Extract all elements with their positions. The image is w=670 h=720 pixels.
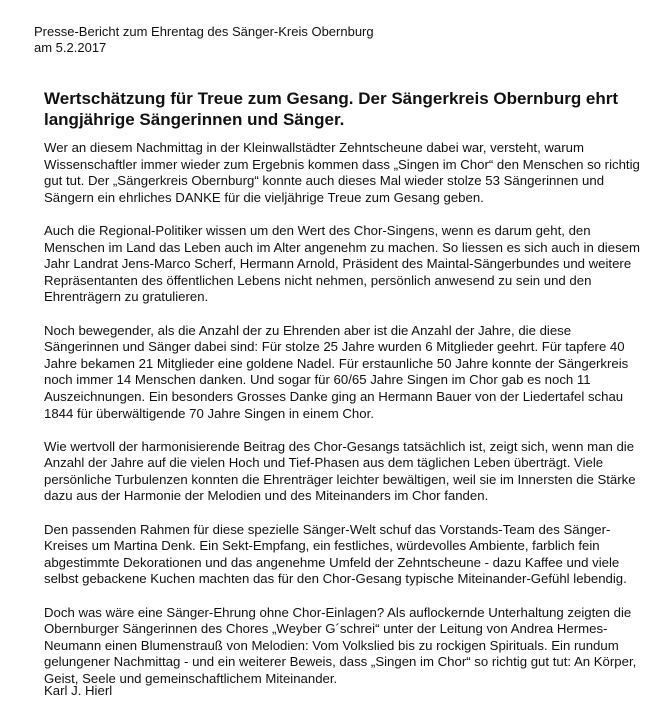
paragraph-6: Doch was wäre eine Sänger-Ehrung ohne Chor-Einlagen? Als auflockernde Unterhaltung zeigten die Obernburger Sängerinnen des Chores „Weyber G´schrei“ unter der Leitung von Andrea Hermes-Neumann einen Blumenstrauß von Melodien: Vom Volkslied bis zu rockigen Spirituals. Ein rundum gelungener Nachmittag - und ein weiterer Beweis, dass „Singen im Chor“ so richtig gut tut: An Körper, Geist, Seele und gemeinschaftlichem Miteinander.	[44, 604, 637, 686]
paragraph-1: Wer an diesem Nachmittag in der Kleinwallstädter Zehntscheune dabei war, versteht, warum Wissenschaftler immer wieder zum Ergebnis kommen dass „Singen im Chor“ den Menschen so richtig gut tut. Der „Sängerkreis Obernburg“ konnte auch dieses Mal wieder stolze 53 Sängerinnen und Sängern ein ehrliches DANKE für die vieljährige Treue zum Gesang geben.	[44, 140, 640, 205]
header-title: Presse-Bericht zum Ehrentag des Sänger-Kreis Obernburg	[34, 24, 374, 39]
author-signature: Karl J. Hierl	[44, 683, 113, 698]
article-body	[44, 140, 644, 704]
paragraph-5: Den passenden Rahmen für diese spezielle Sänger-Welt schuf das Vorstands-Team des Sänger-Kreises um Martina Denk. Ein Sekt-Empfang, ein festliches, würdevolles Ambiente, farblich fein abgestimmte Dekorationen und das angenehme Umfeld der Zehntscheune - dazu Kaffee und viele selbst gebackene Kuchen machten das für den Chor-Gesang typische Miteinander-Gefühl lebendig.	[44, 521, 627, 587]
header-date: am 5.2.2017	[34, 40, 107, 55]
paragraph-2: Auch die Regional-Politiker wissen um den Wert des Chor-Singens, wenn es darum geht, den Menschen im Land das Leben auch im Alter angenehm zu machen. So liessen es sich auch in diesem Jahr Landrat Jens-Marco Scherf, Hermann Arnold, Präsident des Maintal-Sängerbundes und weitere Repräsentanten des öffentlichen Lebens nicht nehmen, persönlich anwesend zu sein und den Ehrenträgern zu gratulieren.	[44, 222, 640, 305]
paragraph-3: Noch bewegender, als die Anzahl der zu Ehrenden aber ist die Anzahl der Jahre, die diese Sängerinnen und Sänger dabei sind: Für stolze 25 Jahre wurden 6 Mitglieder geehrt. Für tapfere 40 Jahre bekamen 21 Mitglieder eine goldene Nadel. Für erstaunliche 50 Jahre konnte der Sängerkreis noch immer 14 Menschen danken. Und sogar für 60/65 Jahre Singen im Chor gab es noch 11 Auszeichnungen. Ein besonders Grosses Danke ging an Hermann Bauer von der Liedertafel schau 1844 für überwältigende 70 Jahre Singen in einem Chor.	[44, 322, 629, 421]
paragraph-4: Wie wertvoll der harmonisierende Beitrag des Chor-Gesangs tatsächlich ist, zeigt sich, wenn man die Anzahl der Jahre auf die vielen Hoch und Tief-Phasen aus dem täglichen Leben überträgt. Viele persönliche Turbulenzen konnten die Ehrenträger leichter bewältigen, weil sie im Innersten die Stärke dazu aus der Harmonie der Melodien und des Miteinanders im Chor fanden.	[44, 438, 636, 504]
press-header	[34, 24, 654, 56]
article-headline: Wertschätzung für Treue zum Gesang. Der Sängerkreis Obernburg ehrt langjährige Sängerinnen und Sänger.	[44, 89, 619, 129]
